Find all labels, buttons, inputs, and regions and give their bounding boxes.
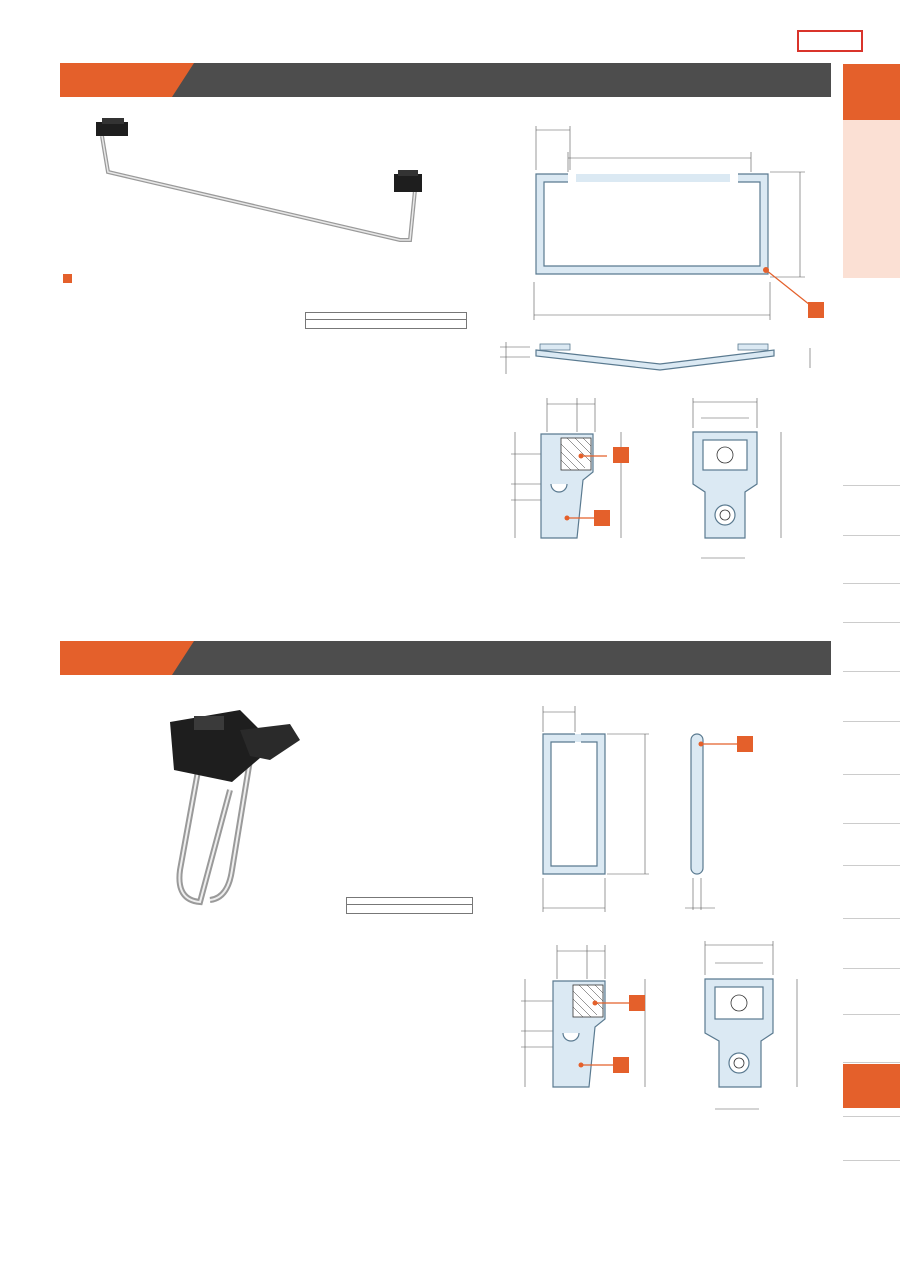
chapter-label-box — [843, 120, 900, 278]
brand-logo — [797, 30, 863, 52]
tech-data-title — [347, 898, 472, 905]
drawing-ct-stand-bar — [490, 112, 840, 377]
sidebar-divider — [843, 968, 900, 969]
sidebar-divider — [843, 721, 900, 722]
section-code — [60, 63, 172, 97]
sidebar-divider — [843, 1160, 900, 1161]
tech-data-ct — [305, 312, 467, 329]
sidebar-item[interactable] — [843, 1064, 900, 1108]
sidebar-divider — [843, 535, 900, 536]
tech-data-value — [347, 905, 472, 913]
callout-1 — [808, 302, 824, 318]
sidebar-divider — [843, 1014, 900, 1015]
drawing-ct-foot — [495, 388, 845, 568]
sidebar-divider — [843, 918, 900, 919]
callout-2 — [594, 510, 610, 526]
drawing-cts1-bar — [515, 698, 755, 918]
section-code — [60, 641, 172, 675]
callout-1 — [737, 736, 753, 752]
tech-data-title — [306, 313, 466, 320]
callout-3 — [613, 447, 629, 463]
chapter-number — [843, 64, 900, 120]
drawing-cts1-foot — [505, 935, 835, 1120]
sidebar-divider — [843, 1116, 900, 1117]
sidebar-divider — [843, 485, 900, 486]
tech-data-cts1 — [346, 897, 473, 914]
section-header-cts1 — [60, 641, 831, 675]
callout-3 — [629, 995, 645, 1011]
sidebar-divider — [843, 622, 900, 623]
sidebar-divider — [843, 823, 900, 824]
rubber-warning-note — [63, 272, 77, 286]
tech-data-value — [306, 320, 466, 328]
callout-2 — [613, 1057, 629, 1073]
sidebar-divider — [843, 865, 900, 866]
sidebar-divider — [843, 671, 900, 672]
sidebar-divider — [843, 583, 900, 584]
sidebar-divider — [843, 774, 900, 775]
section-header-ct — [60, 63, 831, 97]
product-photo-ct — [80, 112, 440, 252]
product-photo-cts1 — [160, 700, 320, 920]
sidebar-divider — [843, 1062, 900, 1063]
